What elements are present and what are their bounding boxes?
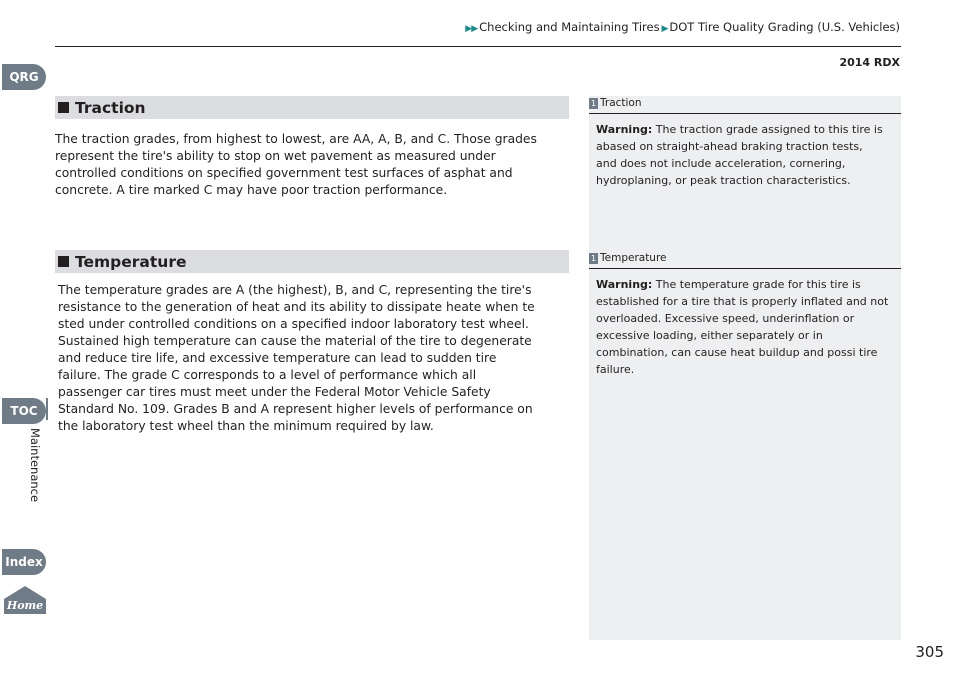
temperature-note-text: The temperature grade for this tire is established for a tire that is properly inflated and not overloaded. Excessive speed, underinflation or excessive loading, either separately or in combination, can cause heat buildup and possi tire failure. <box>596 278 889 376</box>
qrg-tab[interactable]: QRG <box>2 64 46 90</box>
home-icon <box>3 585 47 615</box>
temperature-note <box>596 276 892 378</box>
traction-heading <box>55 96 569 119</box>
temperature-body: The temperature grades are A (the highest), B, and C, representing the tire's resistance to the generation of heat and its ability to dissipate heate when te sted under controlled conditions on a specified indoor laboratory test wheel. Sustained high temperature can cause the material of the tire to degenerate and reduce tire life, and excessive temperature can lead to sudden tire failure. The grade C corresponds to a level of performance which all passenger car tires must meet under the Federal Motor Vehicle Safety Standard No. 109. Grades B and A represent higher levels of performance on the laboratory test wheel than the minimum required by law. <box>58 283 535 433</box>
svg-text:Home: Home <box>6 599 44 612</box>
breadcrumb <box>465 20 900 34</box>
square-bullet-icon <box>58 256 69 267</box>
breadcrumb-link-tires[interactable]: Checking and Maintaining Tires <box>479 20 660 34</box>
section-indicator <box>46 398 48 420</box>
section-label: Maintenance <box>28 428 42 503</box>
model-label: 2014 RDX <box>839 56 900 69</box>
temperature-heading-text: Temperature <box>75 252 187 271</box>
note-marker-icon: 1 <box>590 98 597 108</box>
traction-note-title-text: Traction <box>600 97 642 109</box>
breadcrumb-current: DOT Tire Quality Grading (U.S. Vehicles) <box>669 20 900 34</box>
toc-tab[interactable]: TOC <box>2 398 46 424</box>
traction-note-text2: and does not include acceleration, cornering, hydroplaning, or peak traction characteristics. <box>596 157 851 187</box>
temperature-note-title <box>589 251 901 269</box>
arrow-icon: ▶▶ <box>465 24 478 34</box>
temperature-heading <box>55 250 569 273</box>
home-button[interactable] <box>3 585 47 615</box>
traction-note-text1: The traction grade assigned to this tire is abased on straight-ahead braking traction tests, <box>596 123 883 153</box>
warning-label: Warning: <box>596 278 653 291</box>
index-tab[interactable]: Index <box>2 549 46 575</box>
traction-heading-text: Traction <box>75 98 146 117</box>
note-marker-icon: 1 <box>590 253 597 263</box>
temperature-note-title-text: Temperature <box>600 252 667 264</box>
traction-note-title <box>589 96 901 114</box>
header-rule <box>55 46 901 47</box>
warning-label: Warning: <box>596 123 653 136</box>
traction-body: The traction grades, from highest to lowest, are AA, A, B, and C. Those grades represent the tire's ability to stop on wet pavement as measured under controlled conditions on specified government test surfaces of asphat and concrete. A tire marked C may have poor traction performance. <box>55 132 537 197</box>
page-number: 305 <box>915 643 944 661</box>
square-bullet-icon <box>58 102 69 113</box>
traction-note <box>596 121 892 189</box>
arrow-icon: ▶ <box>659 24 668 34</box>
